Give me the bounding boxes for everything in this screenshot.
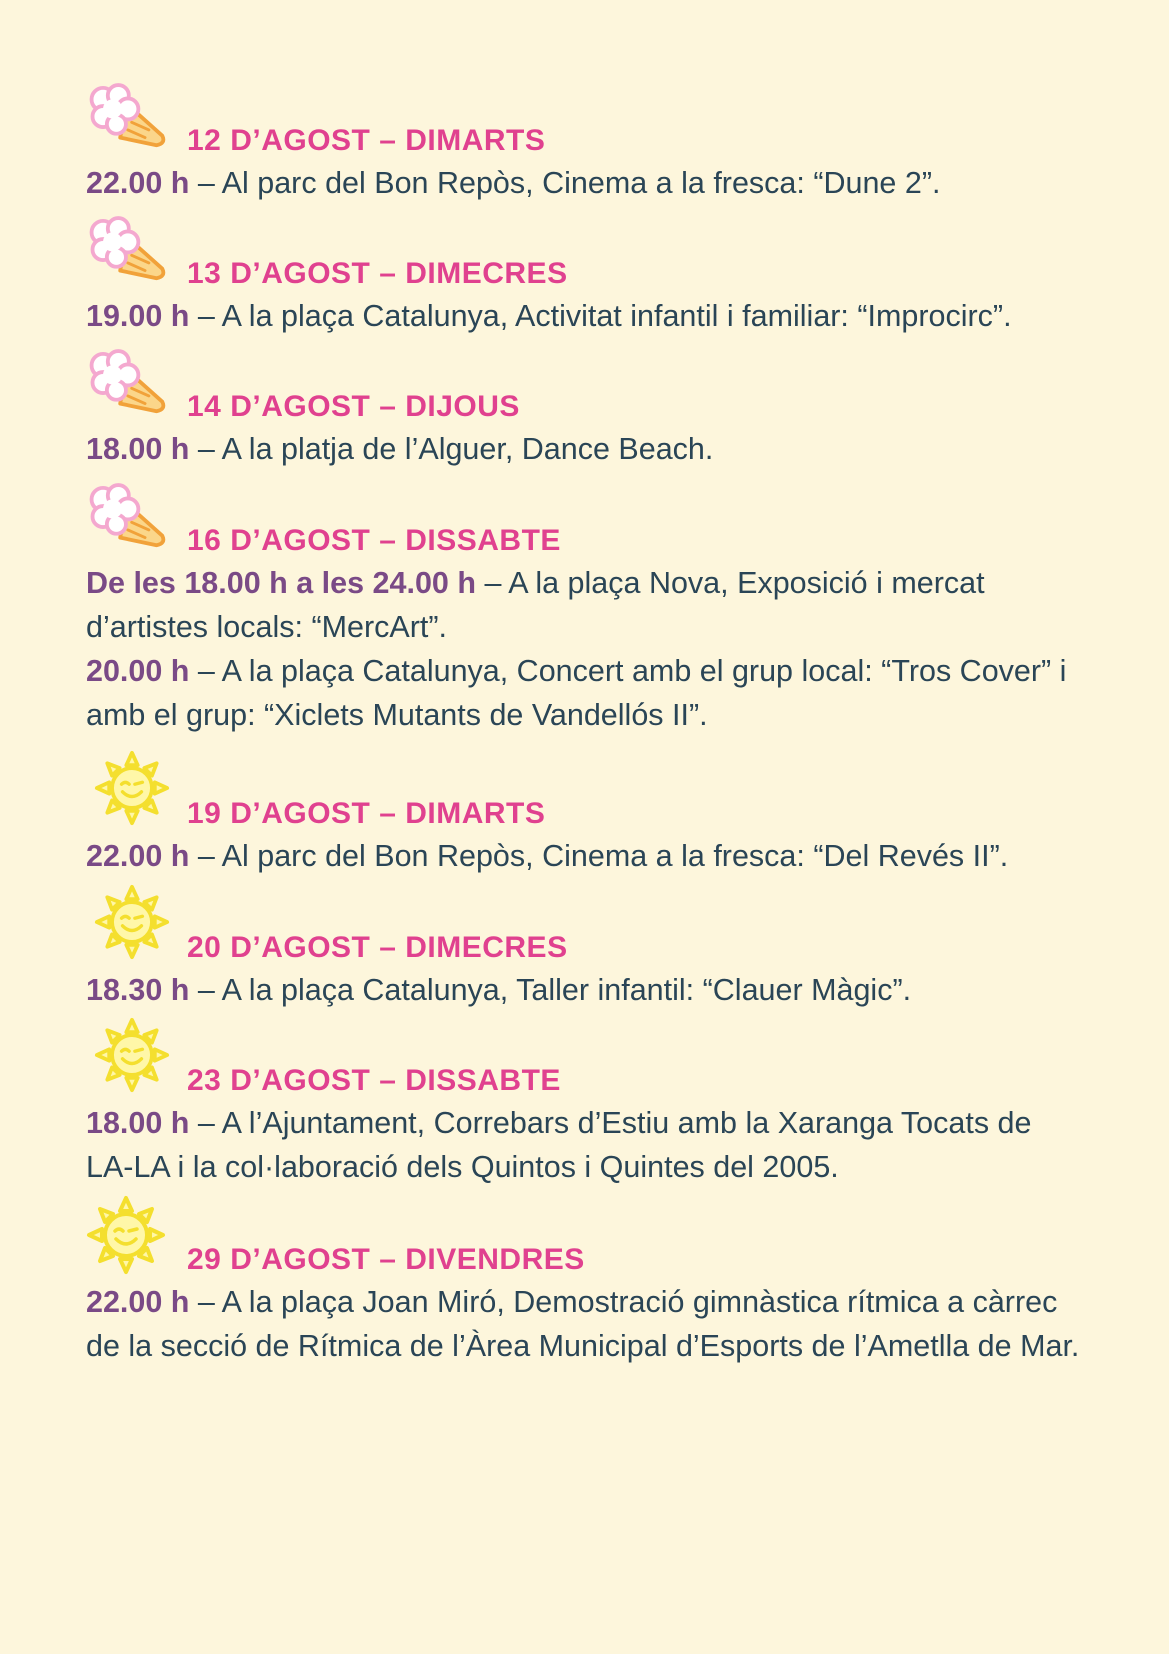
- event-item: [86, 294, 1086, 338]
- sun-icon: [86, 1195, 166, 1275]
- day-section: [86, 215, 1086, 345]
- ice-cream-icon: [82, 348, 168, 420]
- event-time: 20.00 h: [86, 654, 190, 688]
- day-section: [86, 1195, 1086, 1425]
- ice-cream-icon: [82, 482, 168, 554]
- sun-icon: [94, 884, 170, 960]
- ice-cream-icon: [82, 215, 168, 287]
- sun-icon: [94, 1017, 170, 1093]
- day-title: 16 D’AGOST – DISSABTE: [187, 524, 561, 557]
- ice-cream-icon: [82, 82, 168, 154]
- day-section: [86, 348, 1086, 478]
- event-description: – A la plaça Joan Miró, Demostració gimnàstica rítmica a càrrec de la secció de Rítmica de l’Àrea Municipal d’Esports de l’Ametlla de Mar.: [86, 1285, 1080, 1363]
- event-time: 19.00 h: [86, 299, 190, 333]
- day-section: [86, 1017, 1086, 1192]
- event-item: [86, 427, 1086, 471]
- event-description: – A la plaça Catalunya, Taller infantil: “Clauer Màgic”.: [189, 973, 912, 1007]
- sun-icon: [94, 750, 170, 826]
- event-time: 18.00 h: [86, 1106, 190, 1140]
- day-title: 20 D’AGOST – DIMECRES: [187, 931, 568, 964]
- event-time: De les 18.00 h a les 24.00 h: [86, 566, 476, 600]
- event-time: 22.00 h: [86, 1285, 190, 1319]
- event-item: [86, 649, 1086, 737]
- event-time: 18.00 h: [86, 432, 190, 466]
- day-section: [86, 884, 1086, 1014]
- event-description: – A la plaça Catalunya, Concert amb el grup local: “Tros Cover” i amb el grup: “Xiclets Mutants de Vandellós II”.: [86, 654, 1067, 732]
- day-section: [86, 750, 1086, 880]
- event-item: [86, 1280, 1086, 1368]
- event-time: 18.30 h: [86, 973, 190, 1007]
- day-title: 12 D’AGOST – DIMARTS: [187, 124, 546, 157]
- event-time: 22.00 h: [86, 166, 190, 200]
- event-item: [86, 834, 1086, 878]
- event-item: [86, 161, 1086, 205]
- event-item: [86, 968, 1086, 1012]
- day-title: 13 D’AGOST – DIMECRES: [187, 257, 568, 290]
- event-item: [86, 1101, 1086, 1189]
- event-description: – A la platja de l’Alguer, Dance Beach.: [189, 432, 714, 466]
- event-description: – A l’Ajuntament, Correbars d’Estiu amb la Xaranga Tocats de LA-LA i la col·laboració dels Quintos i Quintes del 2005.: [86, 1106, 1032, 1184]
- event-time: 22.00 h: [86, 839, 190, 873]
- day-section: [86, 82, 1086, 212]
- day-title: 23 D’AGOST – DISSABTE: [187, 1064, 561, 1097]
- event-description: – Al parc del Bon Repòs, Cinema a la fresca: “Del Revés II”.: [189, 839, 1009, 873]
- day-title: 29 D’AGOST – DIVENDRES: [187, 1243, 585, 1276]
- day-section: [86, 482, 1086, 752]
- day-title: 14 D’AGOST – DIJOUS: [187, 390, 520, 423]
- event-item: [86, 561, 1086, 649]
- event-description: – A la plaça Nova, Exposició i mercat d’artistes locals: “MercArt”.: [86, 566, 985, 644]
- day-title: 19 D’AGOST – DIMARTS: [187, 797, 546, 830]
- event-description: – Al parc del Bon Repòs, Cinema a la fresca: “Dune 2”.: [189, 166, 941, 200]
- event-description: – A la plaça Catalunya, Activitat infantil i familiar: “Improcirc”.: [189, 299, 1012, 333]
